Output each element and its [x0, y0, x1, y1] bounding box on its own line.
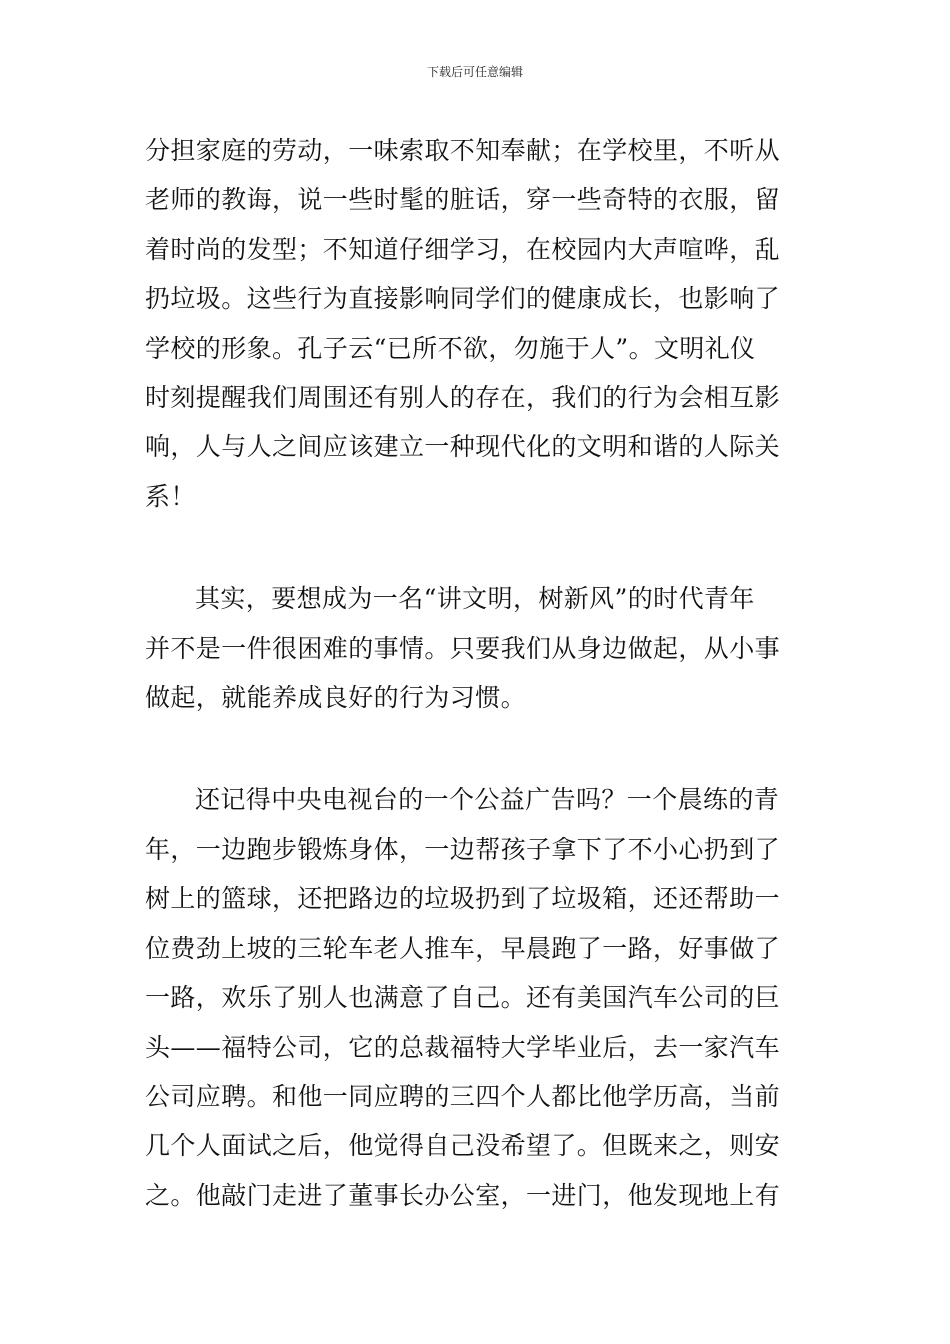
text-line: 着时尚的发型；不知道仔细学习，在校园内大声喧哗，乱: [145, 234, 781, 264]
text-line: 老师的教诲，说一些时髦的脏话，穿一些奇特的衣服，留: [145, 185, 781, 215]
text-line: 做起，就能养成良好的行为习惯。: [145, 683, 527, 713]
text-line: 头——福特公司，它的总裁福特大学毕业后，去一家汽车: [145, 1032, 781, 1062]
text-line: 位费劲上坡的三轮车老人推车，早晨跑了一路，好事做了: [145, 933, 781, 963]
page-header: 下载后可任意编辑: [426, 65, 523, 79]
paragraph-1: [145, 126, 810, 521]
paragraph-2: [145, 574, 810, 722]
text-line: 树上的篮球，还把路边的垃圾扔到了垃圾箱，还还帮助一: [145, 884, 781, 914]
text-line: 还记得中央电视台的一个公益广告吗？一个晨练的青: [195, 785, 780, 815]
text-line: 之。他敲门走进了董事长办公室，一进门，他发现地上有: [145, 1180, 781, 1210]
text-line: 系！: [145, 481, 196, 511]
text-line: 响，人与人之间应该建立一种现代化的文明和谐的人际关: [145, 432, 781, 462]
paragraph-3: [145, 775, 810, 1220]
document-body: [145, 126, 810, 1220]
paragraph-spacer: [145, 722, 810, 775]
text-line: 分担家庭的劳动，一味索取不知奉献；在学校里，不听从: [145, 136, 781, 165]
text-line: 学校的形象。孔子云“已所不欲，勿施于人”。文明礼仪: [145, 333, 756, 363]
text-line: 扔垃圾。这些行为直接影响同学们的健康成长，也影响了: [145, 284, 781, 314]
paragraph-spacer: [145, 521, 810, 574]
text-line: 时刻提醒我们周围还有别人的存在，我们的行为会相互影: [145, 383, 781, 413]
text-line: 公司应聘。和他一同应聘的三四个人都比他学历高，当前: [145, 1081, 781, 1111]
text-line: 年，一边跑步锻炼身体，一边帮孩子拿下了不小心扔到了: [145, 834, 781, 864]
text-line: 几个人面试之后，他觉得自己没希望了。但既来之，则安: [145, 1131, 781, 1161]
text-line: 一路，欢乐了别人也满意了自己。还有美国汽车公司的巨: [145, 983, 781, 1013]
text-line: 并不是一件很困难的事情。只要我们从身边做起，从小事: [145, 633, 781, 663]
text-line: 其实，要想成为一名“讲文明，树新风”的时代青年: [195, 584, 755, 614]
